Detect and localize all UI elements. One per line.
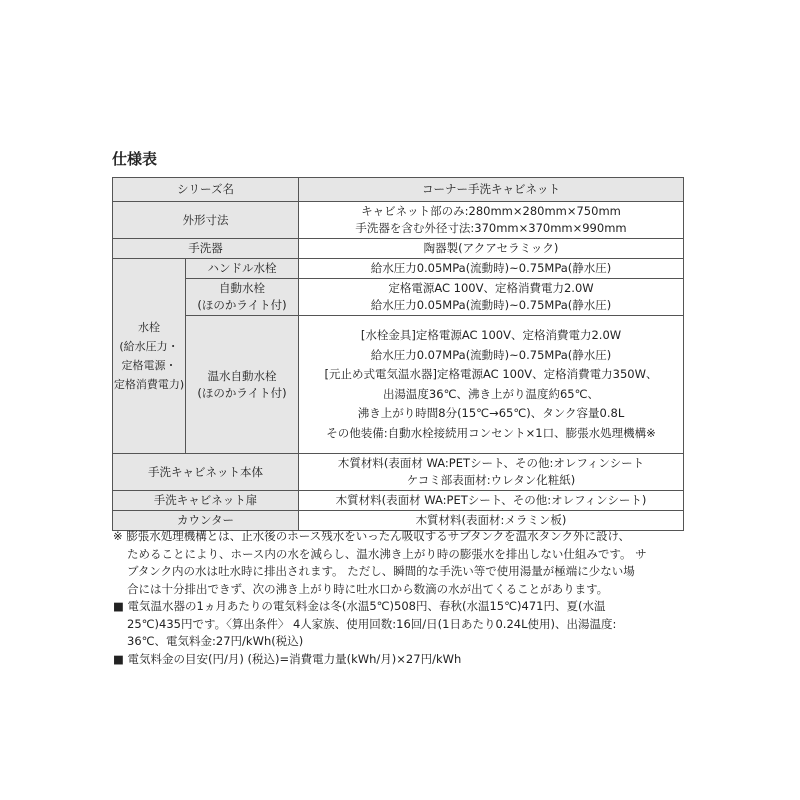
- table-row: [113, 279, 684, 316]
- dims-label: 外形寸法: [113, 202, 299, 239]
- series-label: シリーズ名: [113, 178, 299, 202]
- table-row: [113, 259, 684, 279]
- text-line: 水栓: [138, 321, 160, 334]
- text-line: (ほのかライト付): [197, 385, 287, 400]
- text-line: (ほのかライト付): [197, 298, 287, 312]
- door-label: 手洗キャビネット扉: [113, 491, 299, 511]
- text-line: (給水圧力・: [119, 340, 179, 353]
- text-line: ケコミ部表面材:ウレタン化粧紙): [406, 473, 576, 487]
- table-row: [113, 178, 684, 202]
- note-line: 25℃)435円です。〈算出条件〉 4人家族、使用回数:16回/日(1日あたり0.24L使用)、出湯温度:: [127, 616, 617, 631]
- note-line: ■ 電気温水器の1ヵ月あたりの電気料金は冬(水温5℃)508円、春秋(水温15℃)471円、夏(水温: [113, 599, 606, 613]
- auto-value: [299, 279, 684, 316]
- text-line: その他装備:自動水栓接続用コンセント×1口、膨張水処理機構※: [326, 425, 656, 440]
- text-line: 定格消費電力): [113, 378, 185, 391]
- table-row: [113, 316, 684, 454]
- auto-label: [186, 279, 299, 316]
- dims-value: [299, 202, 684, 239]
- basin-label: 手洗器: [113, 239, 299, 259]
- text-line: 出湯温度36℃、沸き上がり温度約65℃、: [382, 386, 600, 401]
- hot-label: [186, 316, 299, 454]
- basin-value: 陶器製(アクアセラミック): [299, 239, 684, 259]
- counter-label: カウンター: [113, 511, 299, 531]
- counter-value: 木質材料(表面材:メラミン板): [299, 511, 684, 531]
- door-value: 木質材料(表面材 WA:PETシート、その他:オレフィンシート): [299, 491, 684, 511]
- text-line: キャビネット部のみ:280mm×280mm×750mm: [361, 204, 621, 218]
- series-value: コーナー手洗キャビネット: [299, 178, 684, 202]
- text-line: 給水圧力0.05MPa(流動時)~0.75MPa(静水圧): [370, 298, 612, 312]
- hot-value: [299, 316, 684, 454]
- page-title: 仕様表: [112, 150, 158, 168]
- note-line: 合には十分排出できず、次の沸き上がり時に吐水口から数滴の水が出てくることがあります。: [127, 581, 609, 596]
- spec-table: [112, 177, 684, 531]
- text-line: 沸き上がり時間8分(15℃→65℃)、タンク容量0.8L: [357, 406, 625, 420]
- table-row: [113, 491, 684, 511]
- handle-value: 給水圧力0.05MPa(流動時)~0.75MPa(静水圧): [299, 259, 684, 279]
- text-line: 定格電源AC 100V、定格消費電力2.0W: [388, 281, 594, 295]
- note-line: ※ 膨張水処理機構とは、止水後のホース残水をいったん吸収するサブタンクを温水タンク外に設け、: [113, 529, 630, 543]
- text-line: 給水圧力0.07MPa(流動時)~0.75MPa(静水圧): [370, 347, 612, 362]
- note-line: 36℃、電気料金:27円/kWh(税込): [127, 634, 304, 648]
- table-row: [113, 239, 684, 259]
- text-line: 定格電源・: [121, 359, 177, 372]
- footnotes: [113, 528, 688, 668]
- note-line: ■ 電気料金の目安(円/月) (税込)=消費電力量(kWh/月)×27円/kWh: [113, 651, 462, 666]
- text-line: 木質材料(表面材 WA:PETシート、その他:オレフィンシート: [337, 456, 645, 470]
- text-line: 温水自動水栓: [207, 368, 277, 383]
- table-row: [113, 454, 684, 491]
- note-line: ためることにより、ホース内の水を減らし、温水沸き上がり時の膨張水を排出しない仕組みです。 サ: [127, 546, 647, 561]
- note-line: ブタンク内の水は吐水時に排出されます。 ただし、瞬間的な手洗い等で使用湯量が極端に少ない場: [127, 564, 635, 578]
- handle-label: ハンドル水栓: [186, 259, 299, 279]
- faucet-group-label: [113, 259, 186, 454]
- text-line: 手洗器を含む外径寸法:370mm×370mm×990mm: [355, 221, 627, 235]
- text-line: 自動水栓: [219, 281, 265, 295]
- text-line: [元止め式電気温水器]定格電源AC 100V、定格消費電力350W、: [324, 367, 658, 381]
- table-row: [113, 202, 684, 239]
- body-value: [299, 454, 684, 491]
- text-line: [水栓金具]定格電源AC 100V、定格消費電力2.0W: [360, 328, 622, 342]
- body-label: 手洗キャビネット本体: [113, 454, 299, 491]
